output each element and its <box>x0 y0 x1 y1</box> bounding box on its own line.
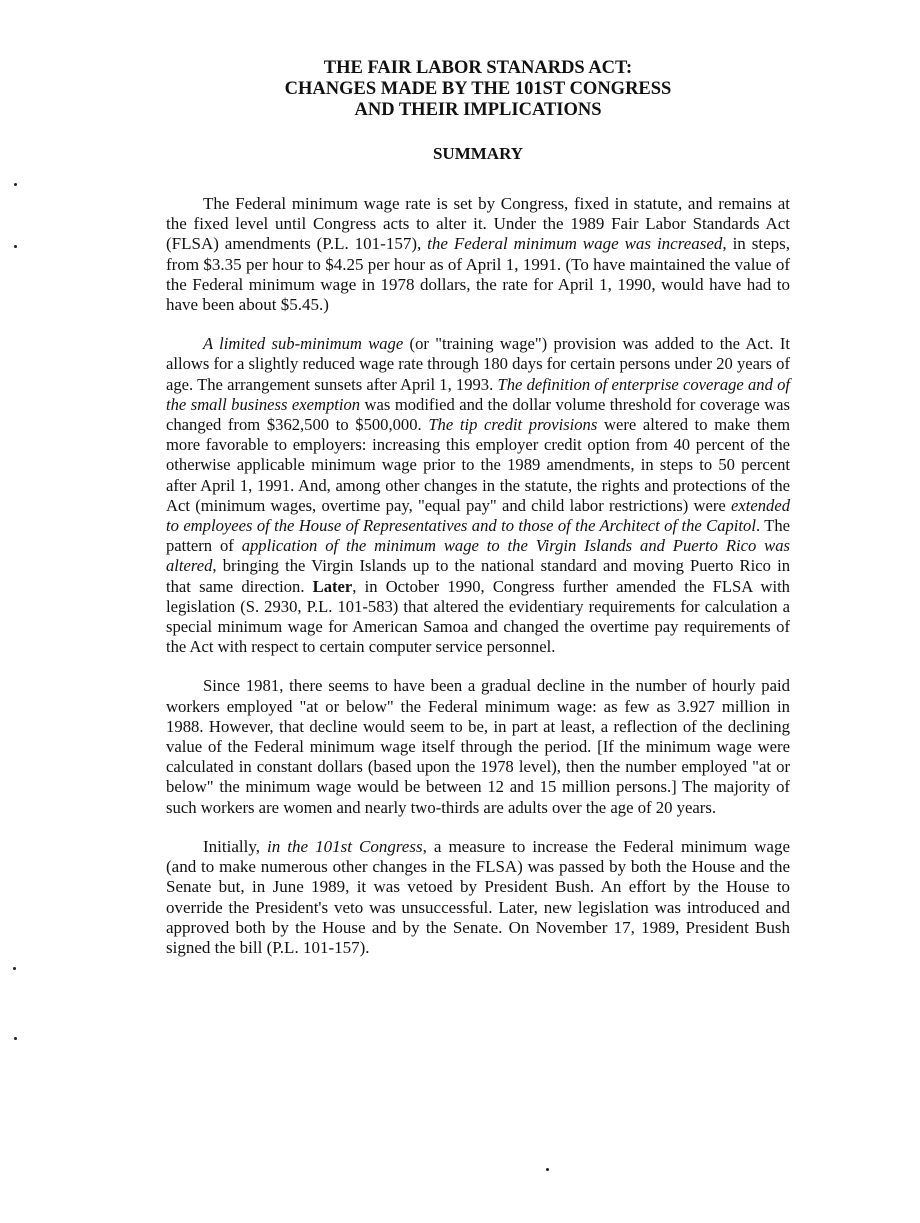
p4-text-2: , a measure to increase the Federal minimum wage (and to make numerous other changes in the FLSA) was passed by both the House and the Senate but, in June 1989, it was vetoed by President Bush. An effort by the House to override the President's veto was unsuccessful. Later, new legislation was introduced and approved both by the House and by the Senate. On November 17, 1989, President Bush signed the bill (P.L. 101-157). <box>166 836 790 957</box>
paragraph-workers <box>166 676 790 817</box>
scan-speck <box>546 1168 549 1171</box>
p4-italic-1: in the 101st Congress <box>267 836 423 856</box>
p2-bold-1: Later <box>312 576 353 596</box>
p2-text-4: . The pattern of <box>166 516 790 556</box>
scan-speck <box>14 183 17 186</box>
paragraph-provisions <box>166 334 790 657</box>
paragraph-minimum-wage <box>166 194 790 315</box>
scan-speck <box>13 967 16 970</box>
document-title <box>166 58 790 121</box>
p3-text-1: Since 1981, there seems to have been a gradual decline in the number of hourly paid workers employed "at or below" the Federal minimum wage: as few as 3.927 million in 1988. However, that decline would seem to be, in part at least, a reflection of the declining value of the Federal minimum wage itself through the period. [If the minimum wage were calculated in constant dollars (based upon the 1978 level), then the number employed "at or below" the minimum wage would be between 12 and 15 million persons.] The majority of such workers are women and nearly two-thirds are adults over the age of 20 years. <box>166 676 790 817</box>
p2-italic-5: application of the minimum wage to the Virgin Islands and Puerto Rico was altered <box>166 536 790 576</box>
title-line-2: CHANGES MADE BY THE 101ST CONGRESS <box>284 79 672 99</box>
scan-speck <box>14 245 17 248</box>
p2-text-2: was modified and the dollar volume threshold for coverage was changed from $362,500 to $500,000. <box>166 394 790 435</box>
title-line-3: AND THEIR IMPLICATIONS <box>354 100 602 120</box>
title-line-1: THE FAIR LABOR STANARDS ACT: <box>323 58 633 78</box>
p2-text-6: , in October 1990, Congress further amended the FLSA with legislation (S. 2930, P.L. 101-583) that altered the evidentiary requirements for calculation a special minimum wage for American Samoa and changed the overtime pay requirements of the Act with respect to certain computer service personnel. <box>166 576 790 657</box>
p1-text-2: , in steps, from $3.35 per hour to $4.25 per hour as of April 1, 1991. (To have maintained the value of the Federal minimum wage in 1978 dollars, the rate for April 1, 1990, would have had to have been about $5.45.) <box>166 234 790 315</box>
scan-speck <box>14 1037 17 1040</box>
p2-italic-3: The tip credit provisions <box>428 415 598 435</box>
document-page <box>166 58 790 958</box>
p2-text-5: , bringing the Virgin Islands up to the national standard and moving Puerto Rico in that same direction. <box>166 556 790 596</box>
p2-text-3: were altered to make them more favorable to employers: increasing this employer credit option from 40 percent of the otherwise applicable minimum wage prior to the 1989 amendments, in steps to 50 percent after April 1, 1991. And, among other changes in the statute, the rights and protections of the Act (minimum wages, overtime pay, "equal pay" and child labor restrictions) were <box>166 415 790 515</box>
p2-italic-4: extended to employees of the House of Representatives and to those of the Architect of the Capitol <box>166 495 790 536</box>
p4-text-1: Initially, <box>203 836 268 856</box>
p1-text-1: The Federal minimum wage rate is set by Congress, fixed in statute, and remains at the fixed level until Congress acts to alter it. Under the 1989 Fair Labor Standards Act (FLSA) amendments (P.L. 101-157), <box>166 194 790 254</box>
p2-italic-1: A limited sub-minimum wage <box>203 334 404 354</box>
p2-italic-2: The definition of enterprise coverage and of the small business exemption <box>166 374 790 414</box>
p2-text-1: (or "training wage") provision was added to the Act. It allows for a slightly reduced wage rate through 180 days for certain persons under 20 years of age. The arrangement sunsets after April 1, 1993. <box>166 334 790 394</box>
paragraph-legislative-history <box>166 837 790 958</box>
summary-heading: SUMMARY <box>432 144 524 163</box>
p1-italic-1: the Federal minimum wage was increased <box>427 234 723 254</box>
